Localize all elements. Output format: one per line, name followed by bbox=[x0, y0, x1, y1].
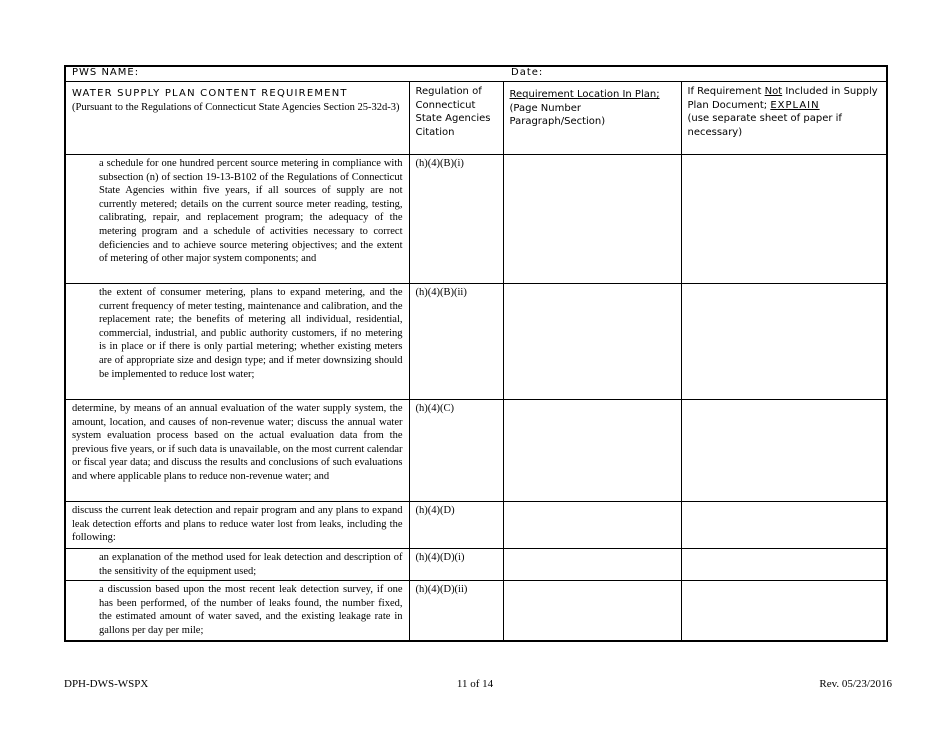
requirement-header-title: WATER SUPPLY PLAN CONTENT REQUIREMENT bbox=[72, 88, 348, 99]
col-location-header bbox=[503, 82, 681, 155]
citation-cell: (h)(4)(D) bbox=[409, 502, 503, 549]
location-cell[interactable] bbox=[503, 549, 681, 581]
citation-cell: (h)(4)(D)(ii) bbox=[409, 581, 503, 641]
requirement-cell: a discussion based upon the most recent leak detection survey, if one has been performed, of the number of leaks found, the number fixed, the estimated amount of water saved, and the existing leakage rate in gallons per day per mile; bbox=[65, 581, 409, 641]
citation-cell: (h)(4)(D)(i) bbox=[409, 549, 503, 581]
revision-date: Rev. 05/23/2016 bbox=[819, 678, 892, 690]
location-cell[interactable] bbox=[503, 502, 681, 549]
requirement-cell: determine, by means of an annual evaluation of the water supply system, the amount, location, and causes of non-revenue water; discuss the annual water system evaluation process based on the actual evaluation data from the previous five years, or if such data is unavailable, on the most current calendar or fiscal year data; and discuss the results and conclusions of such evaluations and where applicable plans to reduce non-revenue water; and bbox=[65, 400, 409, 502]
requirement-cell: an explanation of the method used for leak detection and description of the sensitivity of the equipment used; bbox=[65, 549, 409, 581]
requirement-cell: the extent of consumer metering, plans to expand metering, and the current frequency of meter testing, maintenance and calibration, and the replacement rate; the benefits of metering all individual, residential, commercial, industrial, and public authority customers, if no metering is in place or if there is only partial metering; whether existing meters are of appropriate size and design type; and if meter downsizing should be implemented to reduce lost water; bbox=[65, 284, 409, 400]
location-header-title: Requirement Location In Plan; bbox=[509, 89, 660, 100]
location-cell[interactable] bbox=[503, 581, 681, 641]
citation-cell: (h)(4)(C) bbox=[409, 400, 503, 502]
citation-cell: (h)(4)(B)(i) bbox=[409, 155, 503, 284]
explain-header-title: If Requirement Not Included in Supply Plan Document; EXPLAIN bbox=[687, 86, 878, 111]
requirement-cell: a schedule for one hundred percent source metering in compliance with subsection (n) of section 19-13-B102 of the Regulations of Connecticut State Agencies within five years, if all sources of supply are not currently metered; details on the current source meter reading, testing, calibrating, repair, and replacement program; the adequacy of the metering program and a schedule of activities necessary to correct deficiencies and to achieve source metering objectives; and the extent of metering of other major system components; and bbox=[65, 155, 409, 284]
table-row bbox=[65, 400, 887, 502]
citation-cell: (h)(4)(B)(ii) bbox=[409, 284, 503, 400]
location-cell[interactable] bbox=[503, 155, 681, 284]
location-cell[interactable] bbox=[503, 284, 681, 400]
explain-header-subtitle: (use separate sheet of paper if necessary) bbox=[687, 113, 842, 138]
pws-name-label: PWS NAME: bbox=[72, 67, 140, 78]
pws-name-cell[interactable] bbox=[65, 66, 887, 82]
location-cell[interactable] bbox=[503, 400, 681, 502]
form-id: DPH-DWS-WSPX bbox=[64, 678, 149, 690]
explain-cell[interactable] bbox=[681, 400, 887, 502]
table-row bbox=[65, 284, 887, 400]
table-row bbox=[65, 549, 887, 581]
explain-cell[interactable] bbox=[681, 155, 887, 284]
date-label: Date: bbox=[511, 67, 544, 78]
column-header-row bbox=[65, 82, 887, 155]
pws-name-row bbox=[65, 66, 887, 82]
explain-cell[interactable] bbox=[681, 502, 887, 549]
page-number: 11 of 14 bbox=[456, 678, 494, 690]
col-citation-header: Regulation of Connecticut State Agencies Citation bbox=[409, 82, 503, 155]
explain-cell[interactable] bbox=[681, 549, 887, 581]
requirement-cell: discuss the current leak detection and repair program and any plans to expand leak detection efforts and plans to reduce water lost from leaks, including the following: bbox=[65, 502, 409, 549]
requirement-header-subtitle: (Pursuant to the Regulations of Connecticut State Agencies Section 25-32d-3) bbox=[72, 101, 400, 113]
col-requirement-header bbox=[65, 82, 409, 155]
table-row bbox=[65, 502, 887, 549]
explain-cell[interactable] bbox=[681, 581, 887, 641]
location-header-subtitle: (Page Number Paragraph/Section) bbox=[509, 102, 606, 127]
table-row bbox=[65, 581, 887, 641]
col-explain-header bbox=[681, 82, 887, 155]
explain-cell[interactable] bbox=[681, 284, 887, 400]
table-row bbox=[65, 155, 887, 284]
requirements-table bbox=[64, 65, 888, 642]
